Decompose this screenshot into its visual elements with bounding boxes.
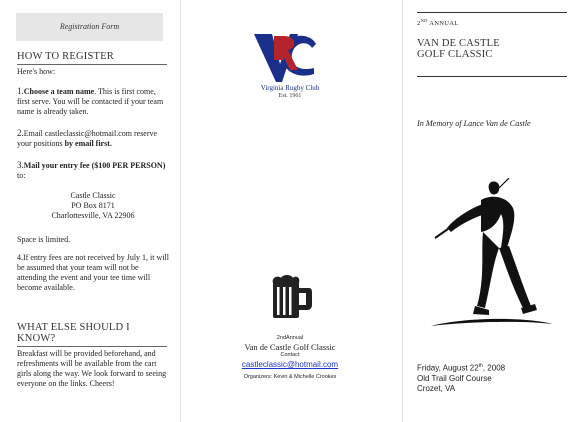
memorial-dedication: In Memory of Lance Van de Castle [417, 119, 531, 128]
club-established: Est. 1961 [278, 93, 302, 99]
right-panel [413, 0, 570, 422]
panel-divider [180, 0, 181, 422]
step-2-bold: by email first. [64, 139, 112, 148]
annual-heading [417, 18, 458, 27]
contact-label: Contact [280, 352, 300, 358]
left-panel [0, 0, 170, 422]
step-1-bold: Choose a team name [23, 87, 95, 96]
panel-divider [402, 0, 403, 422]
registration-form-banner: Registration Form [16, 13, 163, 41]
top-rule [417, 12, 567, 13]
beer-mug-icon [267, 273, 315, 326]
date-superscript: th [478, 363, 483, 369]
club-name: Virginia Rugby Club [260, 84, 320, 92]
organizers: Organizers: Kevin & Michelle Crookes [243, 374, 337, 380]
annual-superscript: ND [420, 18, 428, 23]
what-else-heading: WHAT ELSE SHOULD I KNOW? [17, 322, 167, 347]
title-line-1: VAN DE CASTLE [417, 38, 500, 49]
event-title [417, 38, 500, 60]
space-note: Space is limited. [17, 235, 71, 244]
annual-label: 2ndAnnual [276, 335, 304, 341]
contact-email[interactable] [190, 360, 390, 369]
step-2-number: 2. [17, 128, 24, 138]
step-2-text: Email castleclassic@hotmail.com reserve your positions [17, 129, 158, 148]
step-3-number: 3. [17, 160, 24, 170]
address-line: Charlottesville, VA 22906 [51, 211, 135, 220]
mailing-address [17, 191, 169, 221]
how-to-register-heading: HOW TO REGISTER [17, 51, 167, 65]
event-date [417, 361, 505, 374]
event-name: Van de Castle Golf Classic [244, 342, 336, 352]
step-4: 4.If entry fees are not received by July 1, it will be assumed that your team will not be attending the event and your tee time will become available. [17, 253, 169, 292]
title-line-2: GOLF CLASSIC [417, 49, 493, 60]
annual-number: 2 [417, 20, 421, 28]
address-line: PO Box 8171 [71, 201, 115, 210]
intro-text: Here's how: [17, 67, 56, 76]
event-location: Crozet, VA [417, 383, 456, 393]
annual-text: ANNUAL [427, 20, 459, 28]
step-2 [17, 128, 169, 149]
step-3-bold: Mail your entry fee ($100 PER PERSON) [23, 161, 166, 170]
step-1-number: 1. [17, 86, 24, 96]
date-year: , 2008 [482, 363, 506, 373]
address-line: Castle Classic [70, 191, 116, 200]
step-3 [17, 160, 169, 181]
event-venue: Old Trail Golf Course [417, 373, 492, 383]
what-else-text: Breakfast will be provided beforehand, and refreshments will be available from the cart girls along the way. We look forward to seeing everyone on the links. Cheers! [17, 349, 167, 388]
step-1 [17, 86, 169, 117]
contact-email-link[interactable]: castleclassic@hotmail.com [241, 360, 339, 369]
step-3-text: to: [17, 171, 26, 180]
middle-panel [190, 0, 390, 422]
bottom-rule [417, 76, 567, 77]
date-text: Friday, August 22 [417, 363, 479, 373]
step-1-text: . This is first come, first serve. You will be contacted if your team name is already taken. [17, 87, 164, 116]
event-details [417, 361, 505, 394]
golfer-silhouette [421, 178, 561, 338]
